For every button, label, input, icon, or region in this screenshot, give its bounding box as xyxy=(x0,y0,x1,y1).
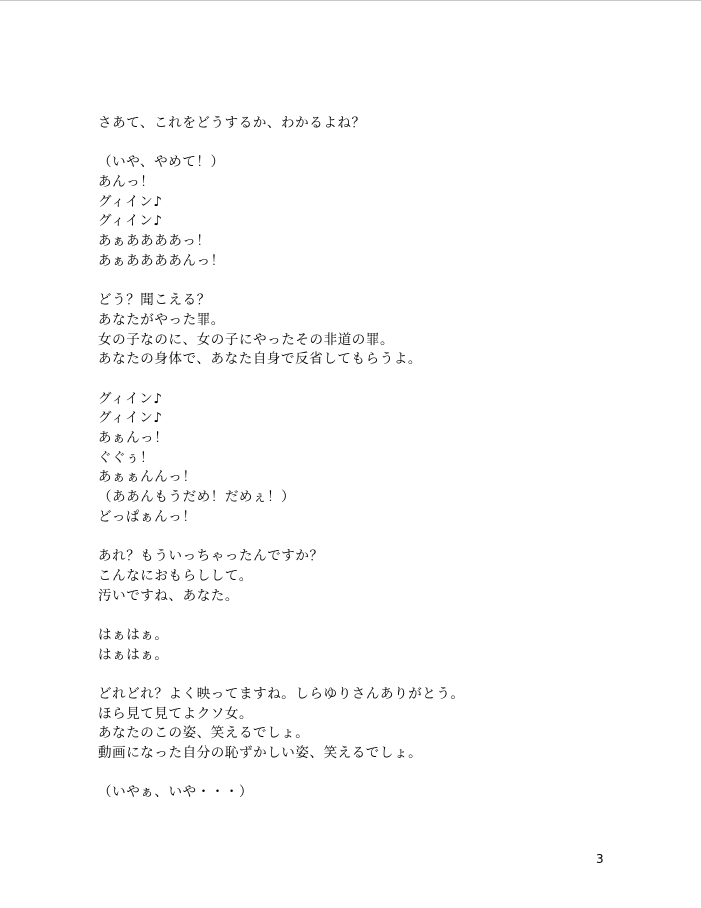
text-line: あぁぁんんっ！ xyxy=(98,469,197,486)
text-line: こんなにおもらしして。 xyxy=(98,567,253,584)
paragraph xyxy=(98,626,658,665)
text-line: あんっ！ xyxy=(98,174,155,191)
document-body xyxy=(98,114,658,803)
paragraph xyxy=(98,114,658,134)
text-line: あぁんっ！ xyxy=(98,430,169,446)
text-line: あなたがやった罪。 xyxy=(98,311,225,328)
text-line: グィイン♪ xyxy=(98,390,163,407)
text-line: あなたの身体で、あなた自身で反省してもらうよ。 xyxy=(98,351,423,368)
paragraph xyxy=(98,783,658,803)
text-line: はぁはぁ。 xyxy=(98,646,169,663)
text-line: どれどれ？よく映ってますね。しらゆりさんありがとう。 xyxy=(98,685,465,702)
text-line: （いやぁ、いや・・・） xyxy=(98,784,254,801)
paragraph xyxy=(98,153,658,271)
text-line: あなたのこの姿、笑えるでしょ。 xyxy=(98,725,310,742)
text-line: 動画になった自分の恥ずかしい姿、笑えるでしょ。 xyxy=(98,745,423,761)
text-line: さあて、これをどうするか、わかるよね？ xyxy=(98,115,366,131)
paragraph xyxy=(98,390,658,528)
blank-line xyxy=(98,606,658,626)
text-line: （ああんもうだめ！だめぇ！） xyxy=(98,489,296,506)
text-line: 汚いですね、あなた。 xyxy=(98,587,239,604)
text-line: ほら見て見てよクソ女。 xyxy=(98,705,254,722)
page-number: 3 xyxy=(596,852,604,866)
text-line: あぁああああんっ！ xyxy=(98,252,225,269)
text-line: ぐぐぅ！ xyxy=(98,449,155,466)
text-line: どう？聞こえる？ xyxy=(98,292,211,309)
text-line: 女の子なのに、女の子にやったその非道の罪。 xyxy=(98,331,395,348)
text-line: グィイン♪ xyxy=(98,410,163,427)
blank-line xyxy=(98,370,658,390)
paragraph xyxy=(98,685,658,764)
text-line: どっぱぁんっ！ xyxy=(98,508,197,525)
text-line: はぁはぁ。 xyxy=(98,626,169,643)
paragraph xyxy=(98,291,658,370)
blank-line xyxy=(98,272,658,292)
blank-line xyxy=(98,134,658,154)
blank-line xyxy=(98,665,658,685)
text-line: あれ？もういっちゃったんですか？ xyxy=(98,548,324,565)
text-line: （いや、やめて！） xyxy=(98,154,225,171)
paragraph xyxy=(98,547,658,606)
document-page xyxy=(0,1,701,908)
text-line: あぁああああっ！ xyxy=(98,233,211,250)
blank-line xyxy=(98,764,658,784)
blank-line xyxy=(98,527,658,547)
text-line: グィイン♪ xyxy=(98,193,163,210)
text-line: グィイン♪ xyxy=(98,213,163,230)
